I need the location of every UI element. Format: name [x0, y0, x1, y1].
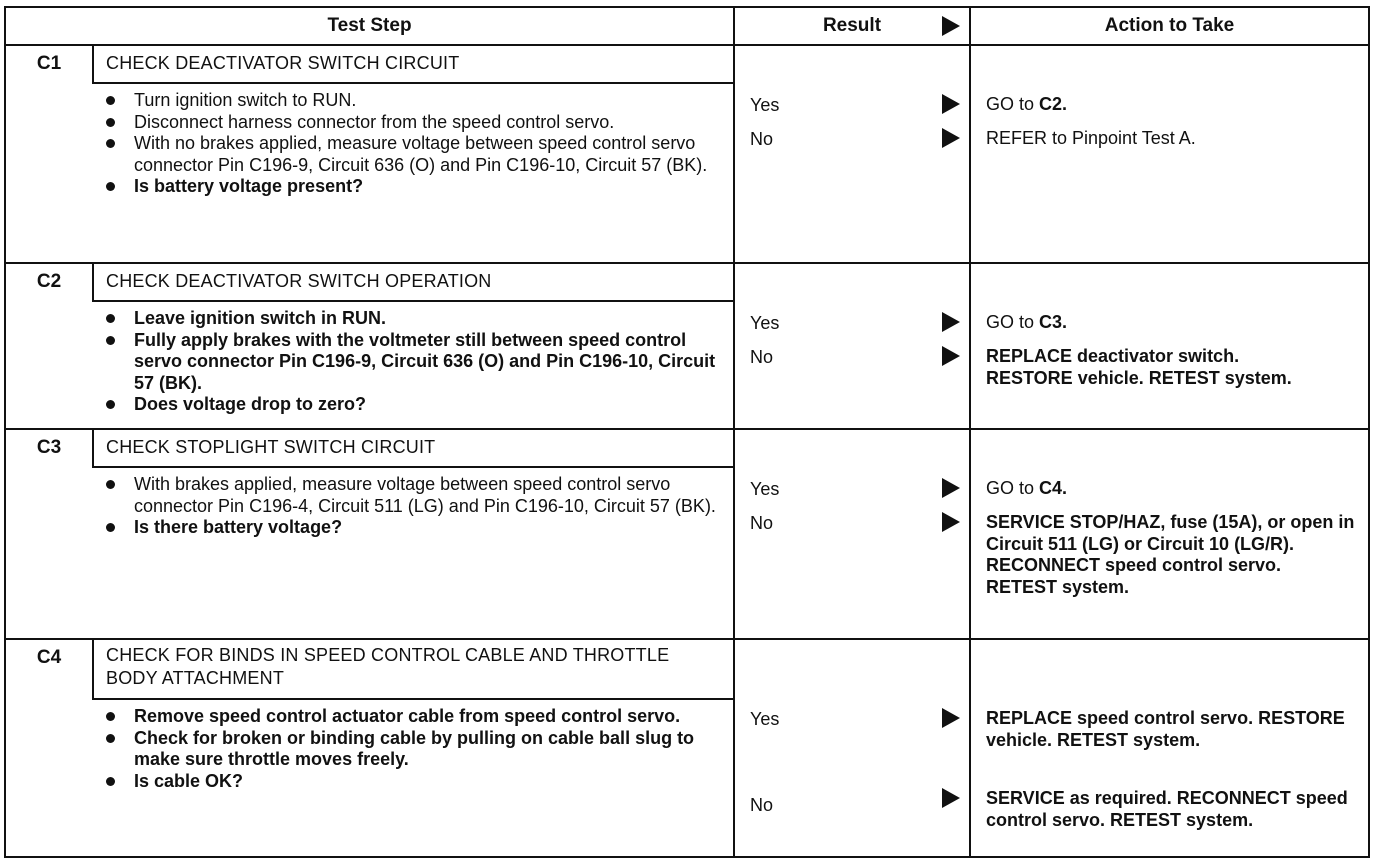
step-instructions	[100, 706, 720, 792]
step-id: C1	[36, 53, 62, 74]
action-text: GO to C4.	[986, 478, 1068, 498]
step-id: C3	[36, 437, 62, 458]
instruction-question: Is cable OK?	[100, 771, 720, 793]
result-label: No	[750, 795, 774, 815]
header-test-step: Test Step	[327, 15, 412, 36]
column-divider	[733, 8, 735, 856]
header-result: Result	[822, 15, 882, 36]
step-title: CHECK FOR BINDS IN SPEED CONTROL CABLE AND THROTTLE BODY ATTACHMENT	[106, 645, 670, 688]
title-rule	[92, 698, 733, 700]
step-id-divider	[92, 46, 94, 82]
action-text: GO to C2.	[986, 94, 1068, 114]
step-id-divider	[92, 430, 94, 466]
instruction: With brakes applied, measure voltage between speed control servo connector Pin C196-4, Circuit 511 (LG) and Pin C196-10, Circuit 57 (BK).	[100, 474, 720, 517]
step-instructions	[100, 308, 720, 416]
step-title: CHECK STOPLIGHT SWITCH CIRCUIT	[106, 437, 436, 457]
instruction: Disconnect harness connector from the speed control servo.	[100, 112, 720, 134]
instruction: Leave ignition switch in RUN.	[100, 308, 720, 330]
header-action: Action to Take	[1104, 15, 1235, 36]
header-rule	[6, 44, 1368, 46]
step-id: C2	[36, 271, 62, 292]
instruction: With no brakes applied, measure voltage between speed control servo connector Pin C196-9, Circuit 636 (O) and Pin C196-10, Circuit 57 (BK).	[100, 133, 720, 176]
action-text: SERVICE STOP/HAZ, fuse (15A), or open in Circuit 511 (LG) or Circuit 10 (LG/R). RECONNECT speed control servo. RETEST system.	[986, 512, 1355, 597]
step-id-divider	[92, 264, 94, 300]
step-instructions	[100, 90, 720, 198]
step-rule	[6, 428, 1368, 430]
title-rule	[92, 82, 733, 84]
result-arrow-icon	[942, 478, 960, 498]
result-label: No	[750, 513, 774, 533]
result-arrow-icon	[942, 128, 960, 148]
action-text: GO to C3.	[986, 312, 1068, 332]
result-label: Yes	[750, 95, 780, 115]
instruction: Turn ignition switch to RUN.	[100, 90, 720, 112]
action-text: REPLACE deactivator switch. RESTORE vehicle. RETEST system.	[986, 346, 1292, 388]
step-instructions	[100, 474, 720, 539]
instruction: Check for broken or binding cable by pulling on cable ball slug to make sure throttle moves freely.	[100, 728, 720, 771]
instruction-question: Is battery voltage present?	[100, 176, 720, 198]
result-label: No	[750, 129, 774, 149]
action-text: REPLACE speed control servo. RESTORE vehicle. RETEST system.	[986, 708, 1345, 750]
step-title: CHECK DEACTIVATOR SWITCH CIRCUIT	[106, 53, 460, 73]
action-text: REFER to Pinpoint Test A.	[986, 128, 1196, 148]
result-arrow-icon	[942, 312, 960, 332]
step-rule	[6, 262, 1368, 264]
result-label: Yes	[750, 313, 780, 333]
action-text: SERVICE as required. RECONNECT speed control servo. RETEST system.	[986, 788, 1348, 830]
result-label: Yes	[750, 709, 780, 729]
instruction: Fully apply brakes with the voltmeter still between speed control servo connector Pin C196-9, Circuit 636 (O) and Pin C196-10, Circuit 57 (BK).	[100, 330, 720, 395]
step-title: CHECK DEACTIVATOR SWITCH OPERATION	[106, 271, 492, 291]
column-divider	[969, 8, 971, 856]
result-label: No	[750, 347, 774, 367]
title-rule	[92, 466, 733, 468]
header-arrow-icon	[942, 16, 960, 36]
result-label: Yes	[750, 479, 780, 499]
instruction: Remove speed control actuator cable from speed control servo.	[100, 706, 720, 728]
step-rule	[6, 638, 1368, 640]
result-arrow-icon	[942, 346, 960, 366]
result-arrow-icon	[942, 708, 960, 728]
step-id-divider	[92, 640, 94, 698]
result-arrow-icon	[942, 512, 960, 532]
result-arrow-icon	[942, 788, 960, 808]
title-rule	[92, 300, 733, 302]
diagnostic-table	[4, 6, 1370, 858]
step-id: C4	[36, 647, 62, 668]
instruction-question: Does voltage drop to zero?	[100, 394, 720, 416]
instruction-question: Is there battery voltage?	[100, 517, 720, 539]
result-arrow-icon	[942, 94, 960, 114]
